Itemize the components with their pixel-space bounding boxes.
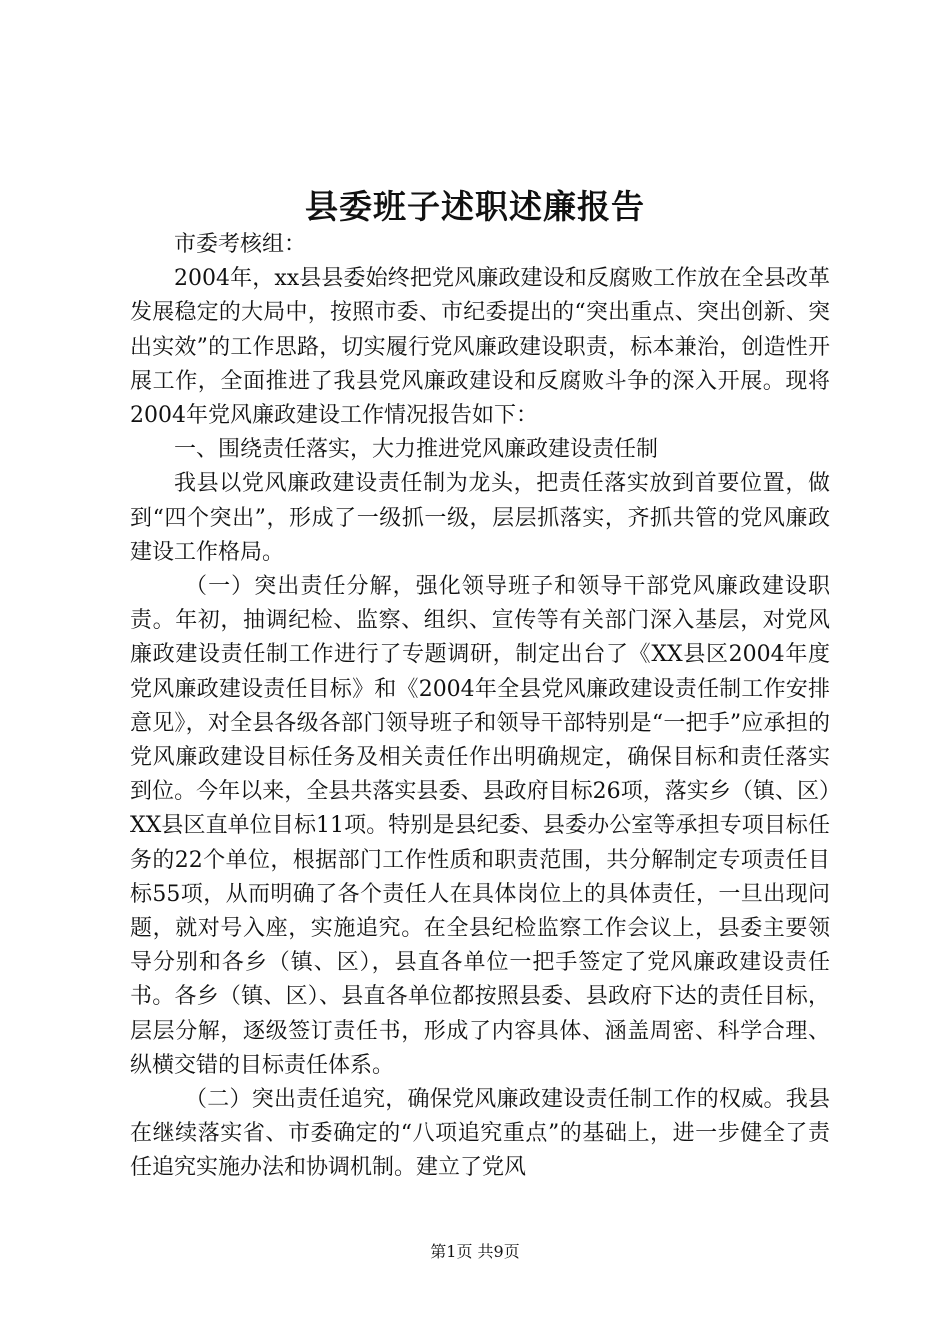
- document-body: [130, 228, 830, 1186]
- subsection-1-paragraph: （一）突出责任分解，强化领导班子和领导干部党风廉政建设职责。年初，抽调纪检、监察、组织、宣传等有关部门深入基层，对党风廉政建设责任制工作进行了专题调研，制定出台了《XX县区2004年度党风廉政建设责任目标》和《2004年全县党风廉政建设责任制工作安排意见》，对全县各级各部门领导班子和领导干部特别是“一把手”应承担的党风廉政建设目标任务及相关责任作出明确规定，确保目标和责任落实到位。今年以来，全县共落实县委、县政府目标26项，落实乡（镇、区）XX县区直单位目标11项。特别是县纪委、县委办公室等承担专项目标任务的22个单位，根据部门工作性质和职责范围，共分解制定专项责任目标55项，从而明确了各个责任人在具体岗位上的具体责任，一旦出现问题，就对号入座，实施追究。在全县纪检监察工作会议上，县委主要领导分别和各乡（镇、区），县直各单位一把手签定了党风廉政建设责任书。各乡（镇、区）、县直各单位都按照县委、县政府下达的责任目标，层层分解，逐级签订责任书，形成了内容具体、涵盖周密、科学合理、纵横交错的目标责任体系。: [130, 574, 830, 1078]
- subsection-2-paragraph: （二）突出责任追究，确保党风廉政建设责任制工作的权威。我县在继续落实省、市委确定的“八项追究重点”的基础上，进一步健全了责任追究实施办法和协调机制。建立了党风: [130, 1087, 830, 1181]
- document-title: 县委班子述职述廉报告: [305, 187, 645, 226]
- section-heading-1: 一、围绕责任落实，大力推进党风廉政建设责任制: [174, 437, 659, 463]
- salutation-paragraph: 市委考核组：: [174, 232, 307, 257]
- page-number-footer: 第1页 共9页: [430, 1242, 520, 1261]
- intro-paragraph: 2004年，xx县县委始终把党风廉政建设和反腐败工作放在全县改革发展稳定的大局中，按照市委、市纪委提出的“突出重点、突出创新、突出实效”的工作思路，切实履行党风廉政建设职责，标本兼治，创造性开展工作，全面推进了我县党风廉政建设和反腐败斗争的深入开展。现将2004年党风廉政建设工作情况报告如下：: [130, 266, 830, 429]
- section-1-paragraph: 我县以党风廉政建设责任制为龙头，把责任落实放到首要位置，做到“四个突出”，形成了一级抓一级，层层抓落实，齐抓共管的党风廉政建设工作格局。: [130, 471, 830, 565]
